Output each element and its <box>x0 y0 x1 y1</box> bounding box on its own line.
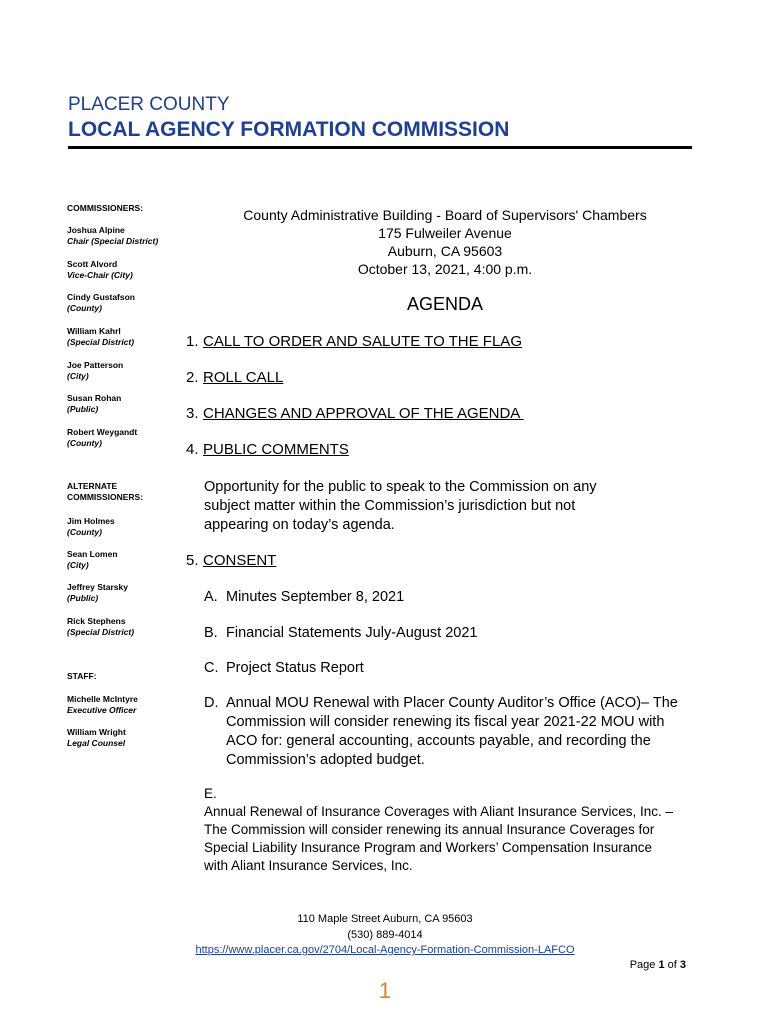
footer-address: 110 Maple Street Auburn, CA 95603 <box>297 913 473 925</box>
agenda-item-changes: 3. CHANGES AND APPROVAL OF THE AGENDA <box>186 405 524 422</box>
sidebar-commissioner: Cindy Gustafson (County) <box>67 292 136 313</box>
header-divider <box>68 146 692 149</box>
sidebar-commissioner: William Kahrl (Special District) <box>67 326 135 347</box>
commission-title: LOCAL AGENCY FORMATION COMMISSION <box>68 118 510 141</box>
sidebar-staff: Michelle McIntyre Executive Officer <box>67 694 138 715</box>
agenda-heading: AGENDA <box>406 294 484 314</box>
sidebar-alternate: Jim Holmes (County) <box>67 516 115 537</box>
footer-phone: (530) 889-4014 <box>347 929 423 941</box>
agenda-item-roll-call: 2. ROLL CALL <box>186 369 284 386</box>
sidebar-commissioner: Robert Weygandt (County) <box>67 427 138 448</box>
meeting-location: County Administrative Building - Board of Supervisors' Chambers <box>243 207 647 223</box>
page-number: 1 <box>378 978 392 1003</box>
public-comments-text: Opportunity for the public to speak to the Commission on any subject matter within the Commission’s jurisdiction but not appearing on today’s agenda. <box>204 479 597 533</box>
consent-item-b: B. Financial Statements July-August 2021 <box>204 625 478 641</box>
sidebar-alternate: Sean Lomen (City) <box>67 549 118 570</box>
sidebar-commissioners-heading: COMMISSIONERS: <box>67 203 144 213</box>
sidebar-alternates-heading: ALTERNATE COMMISSIONERS: <box>67 481 144 502</box>
agenda-item-call-to-order: 1. CALL TO ORDER AND SALUTE TO THE FLAG <box>186 333 522 350</box>
sidebar-staff: William Wright Legal Counsel <box>67 727 126 748</box>
agenda-item-consent: 5. CONSENT <box>186 552 277 569</box>
footer-url-row <box>0 943 770 957</box>
sidebar-commissioner: Joe Patterson (City) <box>67 360 124 381</box>
meeting-datetime: October 13, 2021, 4:00 p.m. <box>357 261 533 277</box>
sidebar-commissioner: Susan Rohan (Public) <box>67 393 122 414</box>
consent-item-a: A. Minutes September 8, 2021 <box>204 589 405 605</box>
sidebar-alternate: Rick Stephens (Special District) <box>67 616 135 637</box>
sidebar-alternate: Jeffrey Starsky (Public) <box>67 582 128 603</box>
consent-item-e: E.Annual Renewal of Insurance Coverages with Aliant Insurance Services, Inc. – The Commission will consider renewing its annual Insurance Coverages for Special Liability Insurance Program and Workers’ Compensation Insurance with Aliant Insurance Services, Inc. <box>204 786 674 873</box>
consent-item-c: C. Project Status Report <box>204 660 364 676</box>
sidebar-commissioner: Scott Alvord Vice-Chair (City) <box>67 259 133 280</box>
meeting-city: Auburn, CA 95603 <box>387 243 503 259</box>
agenda-item-public-comments: 4. PUBLIC COMMENTS <box>186 441 349 458</box>
consent-item-d: D. Annual MOU Renewal with Placer County Auditor’s Office (ACO)– The Commission will consider renewing its fiscal year 2021-22 MOU with ACO for: general accounting, accounts payable, and recording the Commission’s adopted budget. <box>204 695 678 768</box>
county-name: PLACER COUNTY <box>68 94 230 115</box>
meeting-address: 175 Fulweiler Avenue <box>378 225 512 241</box>
sidebar-staff-heading: STAFF: <box>67 671 97 681</box>
footer-url-link[interactable]: https://www.placer.ca.gov/2704/Local-Agency-Formation-Commission-LAFCO <box>195 944 575 956</box>
sidebar-commissioner: Joshua Alpine Chair (Special District) <box>67 225 159 246</box>
page-indicator: Page 1 of 3 <box>629 959 686 971</box>
